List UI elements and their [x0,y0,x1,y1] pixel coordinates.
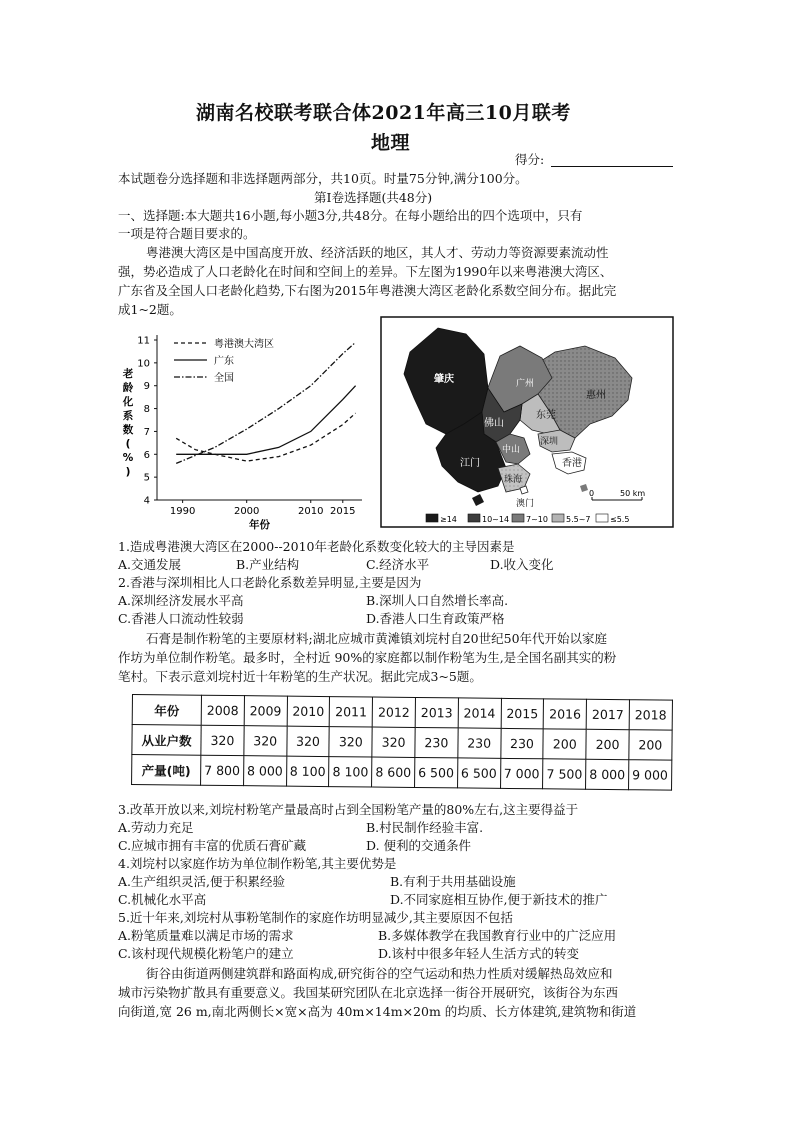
instructions-line1: 一、选择题:本大题共16小题,每小题3分,共48分。在每小题给出的四个选项中，只有 [118,208,583,223]
x-tick-label: 2010 [298,506,324,517]
table-cell: 200 [629,730,672,760]
table-cell: 2014 [458,698,501,728]
aging-trend-chart [112,325,374,530]
legend-label: ≥14 [440,515,457,524]
label-zhaoqing: 肇庆 [434,374,454,385]
table-cell: 2011 [330,697,373,727]
q1-option-d: D.收入变化 [490,557,554,572]
passage3-line: 城市污染物扩散具有重要意义。我国某研究团队在北京选择一街谷开展研究，该街谷为东西 [118,985,619,1000]
score-blank [551,166,673,167]
table-cell: 320 [329,727,372,757]
y-tick-label: 4 [143,495,150,507]
q4-stem: 4.刘垸村以家庭作坊为单位制作粉笔,其主要优势是 [118,856,397,871]
x-tick-label: 2015 [330,506,356,517]
y-tick-label: 10 [137,358,150,370]
scale-zero: 0 [589,489,595,498]
row-header: 从业户数 [132,725,201,756]
legend-swatch [468,514,480,522]
label-dongguan: 东莞 [536,410,556,421]
table-cell: 2015 [501,698,544,728]
q2-option-c: C.香港人口流动性较弱 [118,611,244,626]
y-tick-label: 8 [143,404,150,416]
q3-option-d: D. 便利的交通条件 [366,838,472,853]
table-cell: 7 500 [543,759,586,789]
table-cell: 6 500 [415,757,458,787]
q2-option-b: B.深圳人口自然增长率高. [366,593,509,608]
table-cell: 7 000 [500,758,543,788]
q4-option-b: B.有利于共用基础设施 [390,874,516,889]
table-cell: 230 [458,728,501,758]
passage2-line: 作坊为单位制作粉笔。最多时，全村近 90%的家庭都以制作粉笔为生,是全国名副其实的粉 [118,650,617,665]
q2-option-a: A.深圳经济发展水平高 [118,593,244,608]
q4-option-c: C.机械化水平高 [118,892,207,907]
table-cell: 200 [543,729,586,759]
table-cell: 230 [415,727,458,757]
legend-label: ≤5.5 [610,515,630,524]
q1-option-a: A.交通发展 [118,557,182,572]
part1-heading: 第Ⅰ卷选择题(共48分) [314,190,433,205]
intro-text: 本试题卷分选择题和非选择题两部分，共10页。时量75分钟,满分100分。 [118,171,528,186]
q2-stem: 2.香港与深圳相比人口老龄化系数差异明显,主要是因为 [118,575,422,590]
passage2-line: 笔村。下表示意刘垸村近十年粉笔的生产状况。据此完成3~5题。 [118,669,482,684]
production-table [131,694,673,791]
x-axis-label: 年份 [249,519,270,530]
table-cell: 2008 [201,695,244,725]
table-cell: 2017 [586,699,629,729]
q3-option-a: A.劳动力充足 [118,820,194,835]
legend-swatch [426,514,438,522]
exam-title: 湖南名校联考联合体2021年高三10月联考 [196,102,571,124]
table-cell: 8 000 [586,759,629,789]
q4-option-d: D.不同家庭相互协作,便于新技术的推广 [390,892,608,907]
q3-stem: 3.改革开放以来,刘垸村粉笔产量最高时占到全国粉笔产量的80%左右,这主要得益于 [118,802,579,817]
subject-title: 地理 [371,132,411,154]
y-axis-label-char: 化 [122,396,134,408]
table-cell: 320 [201,725,244,755]
label-jiangmen: 江门 [460,458,480,469]
macau-region [520,486,528,494]
passage1-line: 粤港澳大湾区是中国高度开放、经济活跃的地区，其人才、劳动力等资源要素流动性 [146,245,609,260]
y-axis-label-char: % [122,452,134,464]
instructions-line2: 一项是符合题目要求的。 [118,226,256,241]
table-cell: 2016 [544,699,587,729]
legend-label: 粤港澳大湾区 [214,339,274,350]
passage1-line: 强，势必造成了人口老龄化在时间和空间上的差异。下左图为1990年以来粤港澳大湾区、 [118,264,613,279]
q5-option-c: C.该村现代规模化粉笔户的建立 [118,946,294,961]
table-cell: 320 [286,726,329,756]
passage3-line: 街谷由街道两侧建筑群和路面构成,研究街谷的空气运动和热力性质对缓解热岛效应和 [146,966,613,981]
legend-label: 10~14 [482,515,510,524]
table-cell: 8 100 [329,757,372,787]
series-line [176,386,355,455]
label-foshan: 佛山 [484,418,504,429]
legend-label: 全国 [214,373,234,384]
q5-option-a: A.粉笔质量难以满足市场的需求 [118,928,294,943]
table-cell: 6 500 [457,758,500,788]
table-row [132,755,672,791]
label-macau: 澳门 [516,499,535,509]
table-cell: 200 [586,729,629,759]
q1-stem: 1.造成粤港澳大湾区在2000--2010年老龄化系数变化较大的主导因素是 [118,539,515,554]
q5-stem: 5.近十年来,刘垸村从事粉笔制作的家庭作坊明显减少,其主要原因不包括 [118,910,513,925]
scale-label: 50 km [620,489,646,498]
table-cell: 2012 [372,697,415,727]
q3-option-b: B.村民制作经验丰富. [366,820,484,835]
y-tick-label: 7 [143,426,150,438]
table-cell: 320 [372,727,415,757]
row-header: 产量(吨) [132,755,201,786]
q5-option-d: D.该村中很多年轻人生活方式的转变 [378,946,580,961]
table-cell: 2010 [287,696,330,726]
y-tick-label: 5 [143,472,150,484]
table-cell: 9 000 [628,760,671,790]
label-zhongshan: 中山 [502,445,521,455]
x-tick-label: 1990 [169,506,196,517]
label-huizhou: 惠州 [586,390,606,401]
legend-label: 7~10 [526,515,548,524]
y-axis-label-char: ) [125,466,131,478]
label-shenzhen: 深圳 [540,437,559,447]
legend-label: 广东 [214,356,234,367]
q3-option-c: C.应城市拥有丰富的优质石膏矿藏 [118,838,307,853]
legend-label: 5.5~7 [566,515,591,524]
q2-option-d: D.香港人口生育政策严格 [366,611,505,626]
table-cell: 8 100 [286,756,329,786]
y-tick-label: 9 [143,381,150,393]
legend-swatch [552,514,564,522]
y-axis-label-char: 数 [122,424,134,436]
legend-swatch [596,514,608,522]
passage1-line: 成1~2题。 [118,302,182,317]
table-cell: 2009 [244,696,287,726]
aging-coefficient-map [380,316,674,528]
table-cell: 2013 [415,697,458,727]
table-cell: 8 600 [372,757,415,787]
table-cell: 7 800 [201,755,244,785]
label-hongkong: 香港 [562,458,582,469]
production-table-wrap [131,694,673,791]
legend-swatch [512,514,524,522]
table-cell: 230 [500,728,543,758]
y-axis-label-char: 系 [122,410,134,422]
passage2-line: 石膏是制作粉笔的主要原材料;湖北应城市黄滩镇刘垸村自20世纪50年代开始以家庭 [146,631,608,646]
y-axis-label-char: 龄 [122,382,134,394]
table-cell: 8 000 [243,756,286,786]
row-header: 年份 [132,695,201,726]
q1-option-c: C.经济水平 [366,557,430,572]
y-tick-label: 6 [143,449,150,461]
q1-option-b: B.产业结构 [236,557,300,572]
q4-option-a: A.生产组织灵活,便于积累经验 [118,874,285,889]
label-zhuhai: 珠海 [504,475,523,485]
y-axis-label-char: ( [125,438,131,450]
y-axis-label-char: 老 [122,368,134,380]
x-tick-label: 2000 [233,506,260,517]
table-cell: 320 [244,726,287,756]
passage1-line: 广东省及全国人口老龄化趋势,下右图为2015年粤港澳大湾区老龄化系数空间分布。据此完 [118,283,617,298]
q5-option-b: B.多媒体教学在我国教育行业中的广泛应用 [378,928,617,943]
score-label: 得分: [515,152,545,167]
label-guangzhou: 广州 [516,379,535,389]
passage3-line: 向街道,宽 26 m,南北两侧长×宽×高为 40m×14m×20m 的均质、长方体建筑,建筑物和街道 [118,1004,637,1019]
y-tick-label: 11 [137,335,150,347]
table-cell: 2018 [629,700,672,730]
